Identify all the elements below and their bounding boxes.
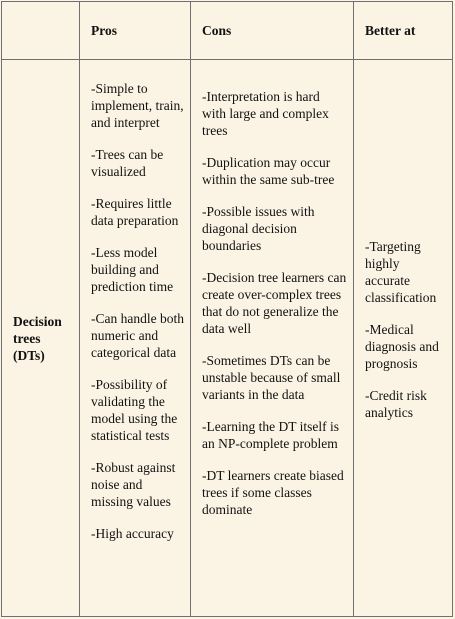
better-at-item: -Medical diagnosis and prognosis [365,321,439,371]
row-label-text: Decision trees (DTs) [13,313,62,363]
cons-item: -DT learners create biased trees if some classes dominate [202,468,344,517]
better-at-list [354,60,452,616]
pros-item: -Possibility of validating the model using the statistical tests [91,377,178,443]
pros-item: -High accuracy [91,526,174,541]
cons-item: -Interpretation is hard with large and complex trees [202,89,329,138]
header-better-at: Better at [354,2,452,60]
header-pros: Pros [80,2,191,60]
cons-item: -Duplication may occur within the same sub-tree [202,155,335,187]
pros-item: -Can handle both numeric and categorical data [91,311,184,360]
comparison-table [1,1,453,617]
cons-item: -Sometimes DTs can be unstable because of small variants in the data [202,353,341,402]
header-cons: Cons [191,2,354,60]
cons-list [191,60,353,518]
header-empty-cell [2,2,80,60]
better-at-item: -Credit risk analytics [365,387,427,420]
cons-cell [191,60,354,616]
pros-item: -Less model building and prediction time [91,245,174,294]
pros-cell [80,60,191,616]
cons-item: -Learning the DT itself is an NP-complete problem [202,419,339,451]
pros-list [80,60,190,542]
pros-item: -Requires little data preparation [91,196,179,228]
pros-item: -Robust against noise and missing values [91,460,176,509]
better-at-cell [354,60,452,616]
cons-item: -Decision tree learners can create over-complex trees that do not generalize the data well [202,270,347,336]
better-at-item: -Targeting highly accurate classification [365,238,437,305]
pros-item: -Trees can be visualized [91,147,164,179]
cons-item: -Possible issues with diagonal decision boundaries [202,204,315,253]
pros-item: -Simple to implement, train, and interpret [91,81,184,130]
row-label-decision-trees [2,60,80,616]
